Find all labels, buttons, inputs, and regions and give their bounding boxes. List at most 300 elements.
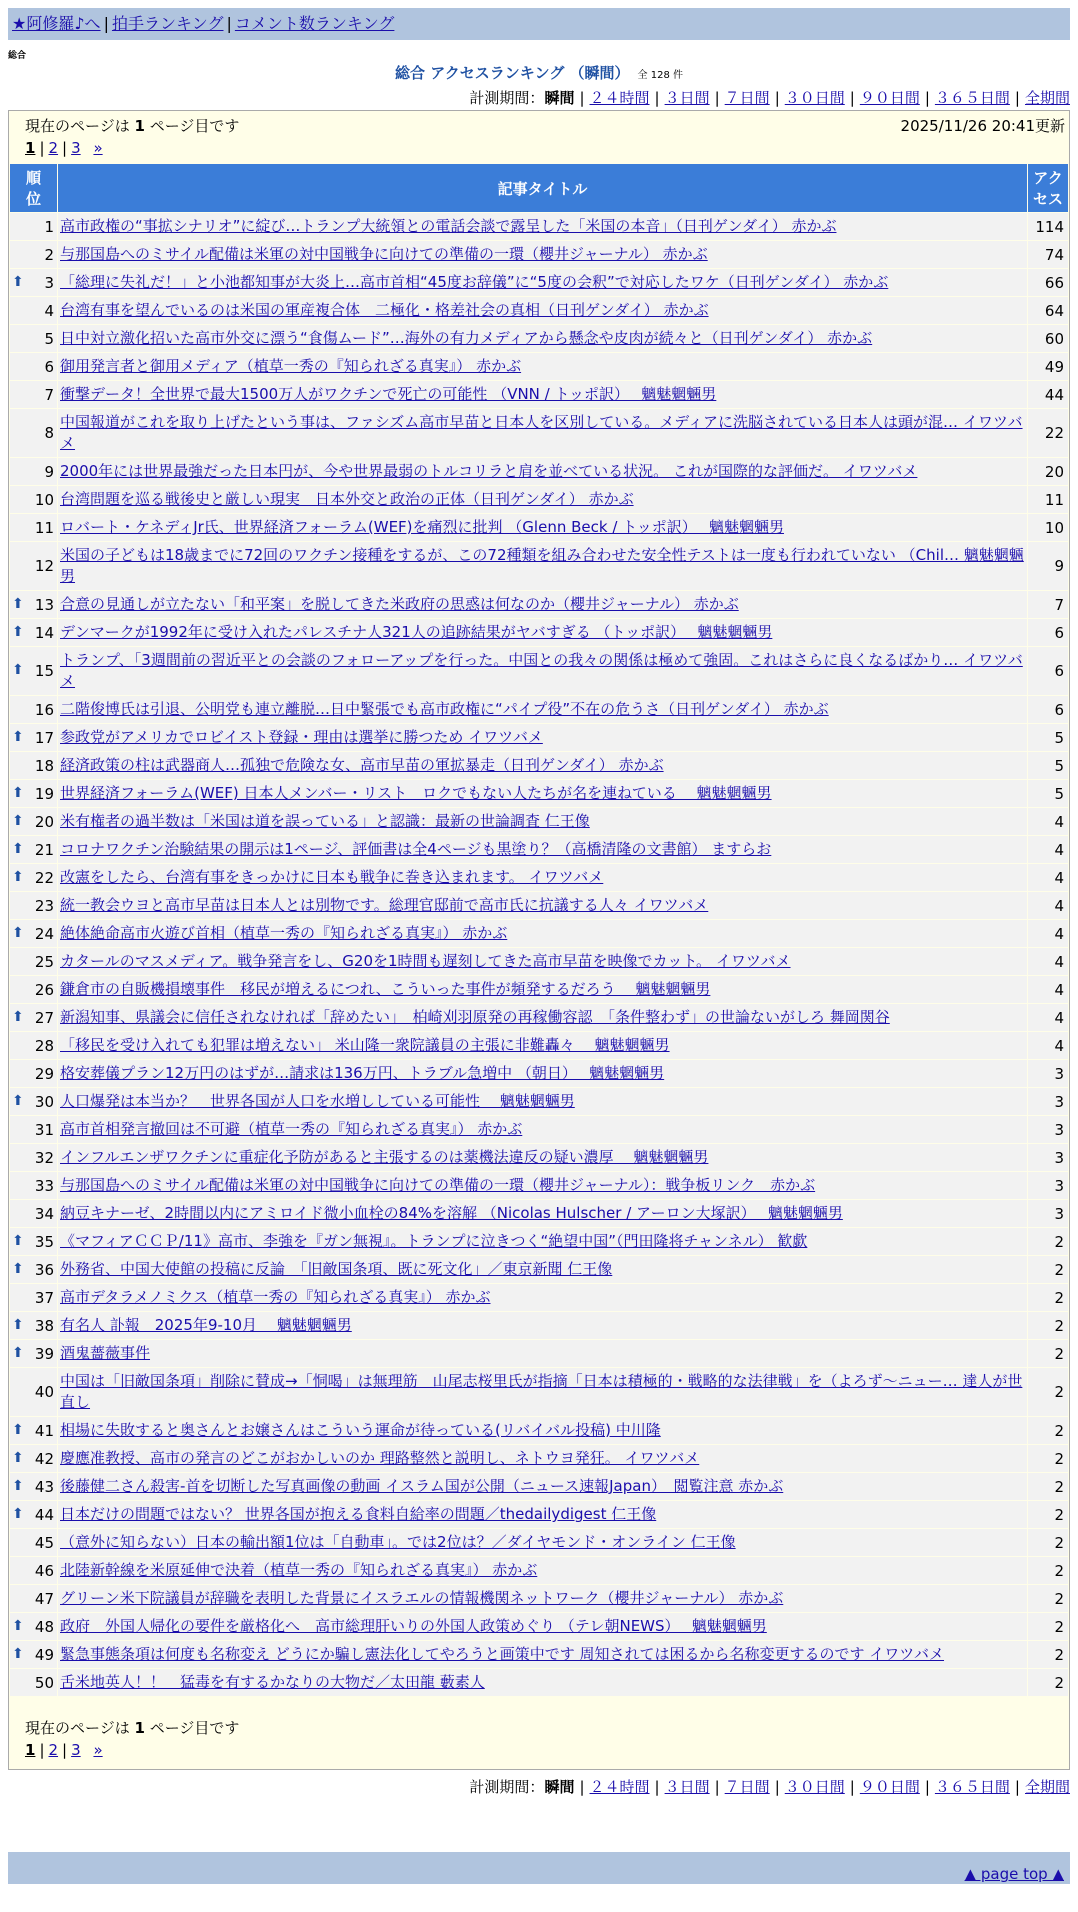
access-count: 2 xyxy=(1028,1368,1068,1416)
table-row xyxy=(10,1088,1068,1115)
title-cell xyxy=(58,752,1027,779)
table-row xyxy=(10,409,1068,457)
title-cell xyxy=(58,1032,1027,1059)
article-title-link[interactable]: 政府 外国人帰化の要件を厳格化へ 高市総理肝いりの外国人政策めぐり （テレ朝NEWS） 魑魅魍魎男 xyxy=(60,1617,767,1635)
title-cell xyxy=(58,353,1027,380)
article-title-link[interactable]: 鎌倉市の自販機損壊事件 移民が増えるにつれ、こういった事件が頻発するだろう 魑魅魍魎男 xyxy=(60,980,711,998)
access-count: 2 xyxy=(1028,1340,1068,1367)
home-link[interactable]: ★阿修羅♪へ xyxy=(12,14,101,33)
rank-cell xyxy=(10,1669,57,1696)
title-cell xyxy=(58,213,1027,240)
access-count: 4 xyxy=(1028,948,1068,975)
page-top-link[interactable]: ▲ page top ▲ xyxy=(964,1865,1064,1883)
access-count: 4 xyxy=(1028,892,1068,919)
rank-number: 22 xyxy=(34,868,54,887)
access-count: 11 xyxy=(1028,486,1068,513)
table-row xyxy=(10,780,1068,807)
title-cell xyxy=(58,1228,1027,1255)
pager-page-2[interactable]: 2 xyxy=(48,1741,59,1759)
article-title-link[interactable]: グリーン米下院議員が辞職を表明した背景にイスラエルの情報機関ネットワーク（櫻井ジャーナル） 赤かぶ xyxy=(60,1589,784,1607)
article-title-link[interactable]: 緊急事態条項は何度も名称変え どうにか騙し憲法化してやろうと画策中です 周知されては困るから名称変更するのです イワツバメ xyxy=(60,1645,945,1663)
rank-up-arrow-icon: ⬆ xyxy=(12,1232,24,1249)
rank-up-arrow-icon: ⬆ xyxy=(12,1260,24,1277)
rank-cell xyxy=(10,241,57,268)
title-cell xyxy=(58,864,1027,891)
article-title-link[interactable]: 慶應准教授、高市の発言のどこがおかしいのか 理路整然と説明し、ネトウヨ発狂。 イワツバメ xyxy=(60,1449,700,1467)
table-row xyxy=(10,1340,1068,1367)
period-option-1[interactable]: ３日間 xyxy=(664,1778,710,1796)
article-title-link[interactable]: デンマークが1992年に受け入れたパレスチナ人321人の追跡結果がヤバすぎる （トッポ訳） 魑魅魍魎男 xyxy=(60,623,773,641)
header-access xyxy=(1028,164,1068,212)
access-count: 4 xyxy=(1028,808,1068,835)
comment-ranking-link[interactable]: コメント数ランキング xyxy=(234,14,395,33)
title-cell xyxy=(58,1088,1027,1115)
rank-cell xyxy=(10,1200,57,1227)
rank-cell xyxy=(10,1144,57,1171)
table-row xyxy=(10,619,1068,646)
article-title-link[interactable]: 「移民を受け入れても犯罪は増えない」 米山隆一衆院議員の主張に非難轟々 魑魅魍魎男 xyxy=(60,1036,670,1054)
rank-cell xyxy=(10,409,57,457)
header-rank-label: 順 位 xyxy=(25,169,41,208)
table-row xyxy=(10,353,1068,380)
article-title-link[interactable]: 舌米地英人！！ 猛毒を有するかなりの大物だ／太田龍 藪素人 xyxy=(60,1673,485,1691)
table-row xyxy=(10,241,1068,268)
access-count: 4 xyxy=(1028,836,1068,863)
article-title-link[interactable]: 「総理に失礼だ！」と小池都知事が大炎上…高市首相“45度お辞儀”に“5度の会釈”で対応したワケ（日刊ゲンダイ） 赤かぶ xyxy=(60,273,889,291)
rank-up-arrow-icon: ⬆ xyxy=(12,840,24,857)
title-cell xyxy=(58,591,1027,618)
access-count: 60 xyxy=(1028,325,1068,352)
table-row xyxy=(10,1529,1068,1556)
period-option-6[interactable]: 全期間 xyxy=(1024,1778,1070,1796)
article-title-link[interactable]: 与那国島へのミサイル配備は米軍の対中国戦争に向けての準備の一環（櫻井ジャーナル） 赤かぶ xyxy=(60,245,708,263)
rank-up-arrow-icon: ⬆ xyxy=(12,1092,24,1109)
rank-number: 41 xyxy=(34,1421,54,1440)
rank-cell xyxy=(10,1445,57,1472)
article-title-link[interactable]: 合意の見通しが立たない「和平案」を脱してきた米政府の思惑は何なのか（櫻井ジャーナル） 赤かぶ xyxy=(60,595,739,613)
title-cell xyxy=(58,458,1027,485)
access-count: 22 xyxy=(1028,409,1068,457)
access-count: 2 xyxy=(1028,1557,1068,1584)
title-cell xyxy=(58,808,1027,835)
rank-number: 44 xyxy=(34,1505,54,1524)
period-current: 瞬間 xyxy=(544,1778,575,1796)
rank-up-arrow-icon: ⬆ xyxy=(12,728,24,745)
table-row xyxy=(10,1473,1068,1500)
title-cell xyxy=(58,1004,1027,1031)
rank-cell xyxy=(10,1256,57,1283)
rank-cell xyxy=(10,1529,57,1556)
title-cell xyxy=(58,1641,1027,1668)
footer-bar xyxy=(8,1852,1070,1884)
table-row xyxy=(10,808,1068,835)
rank-up-arrow-icon: ⬆ xyxy=(12,662,24,678)
article-title-link[interactable]: 台湾問題を巡る戦後史と厳しい現実 日本外交と政治の正体（日刊ゲンダイ） 赤かぶ xyxy=(60,490,634,508)
article-title-link[interactable]: 中国報道がこれを取り上げたという事は、ファシズム高市早苗と日本人を区別している。メディアに洗脳されている日本人は頭が混… イワツバメ xyxy=(60,413,1023,452)
rank-number: 23 xyxy=(34,896,54,915)
period-option-6[interactable]: 全期間 xyxy=(1024,89,1070,107)
rank-number: 46 xyxy=(34,1561,54,1580)
title-cell xyxy=(58,920,1027,947)
table-row xyxy=(10,1417,1068,1444)
period-option-3[interactable]: ３０日間 xyxy=(784,89,845,107)
article-title-link[interactable]: 北陸新幹線を米原延伸で決着（植草一秀の『知られざる真実』） 赤かぶ xyxy=(60,1561,538,1579)
rank-cell xyxy=(10,808,57,835)
title-cell xyxy=(58,1417,1027,1444)
rank-cell xyxy=(10,458,57,485)
rank-number: 9 xyxy=(44,462,54,481)
title-cell xyxy=(58,1060,1027,1087)
page-info-top: 現在のページは 1 ページ目です xyxy=(25,117,240,135)
rank-number: 26 xyxy=(34,980,54,999)
rank-cell xyxy=(10,1228,57,1255)
rank-number: 8 xyxy=(44,424,54,442)
table-row xyxy=(10,892,1068,919)
table-row xyxy=(10,1144,1068,1171)
pager-next[interactable]: » xyxy=(93,1741,103,1759)
title-cell xyxy=(58,1585,1027,1612)
rank-cell xyxy=(10,892,57,919)
rank-up-arrow-icon: ⬆ xyxy=(12,623,24,640)
period-option-5[interactable]: ３６５日間 xyxy=(934,1778,1010,1796)
period-label: 計測期間： xyxy=(469,89,545,107)
title-cell xyxy=(58,1144,1027,1171)
article-title-link[interactable]: 高市首相発言撤回は不可避（植草一秀の『知られざる真実』） 赤かぶ xyxy=(60,1120,523,1138)
access-count: 2 xyxy=(1028,1529,1068,1556)
table-row xyxy=(10,213,1068,240)
article-title-link[interactable]: 中国は「旧敵国条項」削除に賛成→「恫喝」は無理筋 山尾志桜里氏が指摘「日本は積極的・戦略的な法律戦」を（よろず〜ニュー… 達人が世直し xyxy=(60,1372,1023,1411)
rank-number: 30 xyxy=(34,1092,54,1111)
rank-number: 38 xyxy=(34,1316,54,1335)
rank-number: 40 xyxy=(34,1383,54,1401)
rank-up-arrow-icon: ⬆ xyxy=(12,924,24,941)
title-cell xyxy=(58,1200,1027,1227)
article-title-link[interactable]: 人口爆発は本当か？ 世界各国が人口を水増ししている可能性 魑魅魍魎男 xyxy=(60,1092,575,1110)
access-count: 4 xyxy=(1028,920,1068,947)
rank-number: 29 xyxy=(34,1064,54,1083)
rank-cell xyxy=(10,213,57,240)
table-row xyxy=(10,1669,1068,1696)
title-cell xyxy=(58,486,1027,513)
ranking-table xyxy=(9,163,1069,1697)
rank-number: 35 xyxy=(34,1232,54,1251)
access-count: 66 xyxy=(1028,269,1068,296)
title-cell xyxy=(58,325,1027,352)
rank-cell xyxy=(10,976,57,1003)
rank-cell xyxy=(10,269,57,296)
rank-number: 2 xyxy=(44,245,54,264)
pager-page-3[interactable]: 3 xyxy=(71,1741,81,1759)
rank-cell xyxy=(10,486,57,513)
access-count: 5 xyxy=(1028,752,1068,779)
period-option-0[interactable]: ２４時間 xyxy=(589,1778,650,1796)
period-option-2[interactable]: ７日間 xyxy=(724,89,770,107)
rank-number: 21 xyxy=(34,840,54,859)
rank-number: 28 xyxy=(34,1036,54,1055)
rank-cell xyxy=(10,619,57,646)
period-option-4[interactable]: ９０日間 xyxy=(859,89,920,107)
rank-up-arrow-icon: ⬆ xyxy=(12,784,24,801)
table-row xyxy=(10,920,1068,947)
table-row xyxy=(10,976,1068,1003)
category-label: 総合 xyxy=(8,51,27,61)
rank-cell xyxy=(10,353,57,380)
rank-cell xyxy=(10,1417,57,1444)
article-title-link[interactable]: 高市政権の“事拡シナリオ”に綻び…トランプ大統領との電話会談で露呈した「米国の本音」（日刊ゲンダイ） 赤かぶ xyxy=(60,217,837,235)
rank-number: 20 xyxy=(34,812,54,831)
article-title-link[interactable]: 日本だけの問題ではない？ 世界各国が抱える食料自給率の問題／thedailydigest 仁王像 xyxy=(60,1505,657,1523)
table-row xyxy=(10,948,1068,975)
period-selector-bottom: 計測期間：瞬間 | ２４時間 | ３日間 | ７日間 | ３０日間 | ９０日間 | ３６５日間 | 全期間 xyxy=(469,1778,1070,1796)
table-row xyxy=(10,381,1068,408)
access-count: 2 xyxy=(1028,1501,1068,1528)
title-cell xyxy=(58,1116,1027,1143)
applause-ranking-link[interactable]: 拍手ランキング xyxy=(111,14,224,33)
table-row xyxy=(10,1284,1068,1311)
rank-number: 13 xyxy=(34,595,54,614)
rank-up-arrow-icon: ⬆ xyxy=(12,1505,24,1522)
rank-up-arrow-icon: ⬆ xyxy=(12,1008,24,1025)
rank-cell xyxy=(10,864,57,891)
rank-cell xyxy=(10,297,57,324)
page-info-bottom: 現在のページは 1 ページ目です xyxy=(25,1719,240,1737)
pager-top: 1 | 2 | 3 » xyxy=(25,139,103,157)
top-navigation-bar: ★阿修羅♪へ | 拍手ランキング | コメント数ランキング xyxy=(8,8,1070,40)
rank-number: 25 xyxy=(34,952,54,971)
pager-page-2[interactable]: 2 xyxy=(48,139,59,157)
access-count: 9 xyxy=(1028,542,1068,590)
rank-number: 47 xyxy=(34,1589,54,1608)
rank-number: 12 xyxy=(34,557,54,575)
access-count: 5 xyxy=(1028,724,1068,751)
period-option-1[interactable]: ３日間 xyxy=(664,89,710,107)
article-title-link[interactable]: 世界経済フォーラム(WEF) 日本人メンバー・リスト ロクでもない人たちが名を連ねている 魑魅魍魎男 xyxy=(60,784,772,802)
article-title-link[interactable]: 御用発言者と御用メディア（植草一秀の『知られざる真実』） 赤かぶ xyxy=(60,357,522,375)
title-cell xyxy=(58,780,1027,807)
access-count: 2 xyxy=(1028,1417,1068,1444)
access-count: 2 xyxy=(1028,1585,1068,1612)
table-row xyxy=(10,542,1068,590)
rank-cell xyxy=(10,514,57,541)
table-row xyxy=(10,1004,1068,1031)
article-title-link[interactable]: 米国の子どもは18歳までに72回のワクチン接種をするが、この72種類を組み合わせた安全性テストは一度も行われていない （Chil… 魑魅魍魎男 xyxy=(60,546,1024,585)
title-cell xyxy=(58,1613,1027,1640)
period-option-4[interactable]: ９０日間 xyxy=(859,1778,920,1796)
table-row xyxy=(10,864,1068,891)
rank-cell xyxy=(10,1060,57,1087)
article-title-link[interactable]: 絶体絶命高市火遊び首相（植草一秀の『知られざる真実』） 赤かぶ xyxy=(60,924,508,942)
article-title-link[interactable]: トランプ、「3週間前の習近平との会談のフォローアップを行った。中国との我々の関係は極めて強固。これはさらに良くなるばかり… イワツバメ xyxy=(60,651,1023,690)
article-title-link[interactable]: 日中対立激化招いた高市外交に漂う“食傷ムード”…海外の有力メディアから懸念や皮肉が続々と（日刊ゲンダイ） 赤かぶ xyxy=(60,329,873,347)
rank-cell xyxy=(10,724,57,751)
rank-number: 6 xyxy=(44,357,54,376)
title-cell xyxy=(58,948,1027,975)
title-cell xyxy=(58,1557,1027,1584)
pager-page-3[interactable]: 3 xyxy=(71,139,81,157)
table-row xyxy=(10,514,1068,541)
article-title-link[interactable]: 経済政策の柱は武器商人…孤独で危険な女、高市早苗の軍拡暴走（日刊ゲンダイ） 赤かぶ xyxy=(60,756,664,774)
table-row xyxy=(10,297,1068,324)
access-count: 2 xyxy=(1028,1312,1068,1339)
rank-number: 24 xyxy=(34,924,54,943)
rank-cell xyxy=(10,836,57,863)
article-title-link[interactable]: インフルエンザワクチンに重症化予防があると主張するのは薬機法違反の疑い濃厚 魑魅魍魎男 xyxy=(60,1148,709,1166)
access-count: 3 xyxy=(1028,1200,1068,1227)
rank-up-arrow-icon: ⬆ xyxy=(12,1645,24,1662)
rank-up-arrow-icon: ⬆ xyxy=(12,1449,24,1466)
rank-number: 36 xyxy=(34,1260,54,1279)
table-row xyxy=(10,1368,1068,1416)
table-row xyxy=(10,1200,1068,1227)
article-title-link[interactable]: カタールのマスメディア。戦争発言をし、G20を1時間も遅刻してきた高市早苗を映像でカット。 イワツバメ xyxy=(60,952,791,970)
title-cell xyxy=(58,1529,1027,1556)
title-cell xyxy=(58,409,1027,457)
access-count: 20 xyxy=(1028,458,1068,485)
rank-cell xyxy=(10,1172,57,1199)
article-title-link[interactable]: 有名人 訃報 2025年9-10月 魑魅魍魎男 xyxy=(60,1316,352,1334)
access-count: 6 xyxy=(1028,647,1068,695)
article-title-link[interactable]: 新潟知事、県議会に信任されなければ「辞めたい」 柏崎刈羽原発の再稼働容認 「条件整わず」の世論ないがしろ 舞岡関谷 xyxy=(60,1008,890,1026)
access-count: 3 xyxy=(1028,1144,1068,1171)
pager-current: 1 xyxy=(25,1741,36,1759)
access-count: 2 xyxy=(1028,1473,1068,1500)
rank-cell xyxy=(10,1340,57,1367)
header-access-label: アク セス xyxy=(1032,169,1063,208)
access-count: 6 xyxy=(1028,696,1068,723)
period-option-5[interactable]: ３６５日間 xyxy=(934,89,1010,107)
rank-cell xyxy=(10,1004,57,1031)
article-title-link[interactable]: 《マフィアＣＣＰ/11》高市、李強を『ガン無視』。トランプに泣きつく“絶望中国”（門田隆将チャンネル） 歓歔 xyxy=(60,1232,808,1250)
article-title-link[interactable]: 改憲をしたら、台湾有事をきっかけに日本も戦争に巻き込まれます。 イワツバメ xyxy=(60,868,604,886)
access-count: 3 xyxy=(1028,1088,1068,1115)
table-row xyxy=(10,1228,1068,1255)
rank-number: 27 xyxy=(34,1008,54,1027)
title-cell xyxy=(58,514,1027,541)
article-title-link[interactable]: 高市デタラメノミクス（植草一秀の『知られざる真実』） 赤かぶ xyxy=(60,1288,491,1306)
rank-cell xyxy=(10,1613,57,1640)
period-current: 瞬間 xyxy=(544,89,575,107)
access-count: 3 xyxy=(1028,1116,1068,1143)
table-row xyxy=(10,458,1068,485)
rank-number: 32 xyxy=(34,1148,54,1167)
rank-number: 48 xyxy=(34,1617,54,1636)
title-cell xyxy=(58,1284,1027,1311)
rank-up-arrow-icon: ⬆ xyxy=(12,868,24,885)
table-row xyxy=(10,1060,1068,1087)
access-count: 114 xyxy=(1028,213,1068,240)
rank-cell xyxy=(10,325,57,352)
article-title-link[interactable]: 二階俊博氏は引退、公明党も連立離脱…日中緊張でも高市政権に“パイプ役”不在の危うさ（日刊ゲンダイ） 赤かぶ xyxy=(60,700,829,718)
article-title-link[interactable]: 参政党がアメリカでロビイスト登録・理由は選挙に勝つため イワツバメ xyxy=(60,728,543,746)
table-row xyxy=(10,591,1068,618)
title-cell xyxy=(58,647,1027,695)
article-title-link[interactable]: 後藤健二さん殺害-首を切断した写真画像の動画 イスラム国が公開（ニュース速報Japan） 閲覧注意 赤かぶ xyxy=(60,1477,784,1495)
article-title-link[interactable]: 台湾有事を望んでいるのは米国の軍産複合体 二極化・格差社会の真相（日刊ゲンダイ） 赤かぶ xyxy=(60,301,709,319)
rank-cell xyxy=(10,1473,57,1500)
period-option-3[interactable]: ３０日間 xyxy=(784,1778,845,1796)
rank-cell xyxy=(10,920,57,947)
rank-number: 39 xyxy=(34,1344,54,1363)
access-count: 2 xyxy=(1028,1669,1068,1696)
rank-number: 16 xyxy=(34,700,54,719)
rank-up-arrow-icon: ⬆ xyxy=(12,595,24,612)
rank-cell xyxy=(10,1585,57,1612)
access-count: 4 xyxy=(1028,1032,1068,1059)
table-row xyxy=(10,752,1068,779)
table-row xyxy=(10,1116,1068,1143)
article-title-link[interactable]: 与那国島へのミサイル配備は米軍の対中国戦争に向けての準備の一環（櫻井ジャーナル）：戦争板リンク 赤かぶ xyxy=(60,1176,816,1194)
title-cell xyxy=(58,1256,1027,1283)
access-count: 2 xyxy=(1028,1228,1068,1255)
table-row xyxy=(10,696,1068,723)
title-cell xyxy=(58,542,1027,590)
rank-number: 50 xyxy=(34,1673,54,1692)
access-count: 74 xyxy=(1028,241,1068,268)
title-cell xyxy=(58,241,1027,268)
title-cell xyxy=(58,381,1027,408)
table-row xyxy=(10,1032,1068,1059)
access-count: 3 xyxy=(1028,1172,1068,1199)
article-title-link[interactable]: 米有権者の過半数は「米国は道を誤っている」と認識：最新の世論調査 仁王像 xyxy=(60,812,590,830)
access-count: 4 xyxy=(1028,1004,1068,1031)
article-title-link[interactable]: 外務省、中国大使館の投稿に反論 「旧敵国条項、既に死文化」／東京新聞 仁王像 xyxy=(60,1260,613,1278)
rank-up-arrow-icon: ⬆ xyxy=(12,1316,24,1333)
title-cell xyxy=(58,1368,1027,1416)
period-option-2[interactable]: ７日間 xyxy=(724,1778,770,1796)
rank-number: 1 xyxy=(44,217,54,236)
article-title-link[interactable]: （意外に知らない）日本の輸出額1位は「自動車」。では2位は？／ダイヤモンド・オンライン 仁王像 xyxy=(60,1533,736,1551)
article-title-link[interactable]: コロナワクチン治験結果の開示は1ページ、評価書は全4ページも黒塗り？（高橋清隆の文書館） ますらお xyxy=(60,840,772,858)
rank-cell xyxy=(10,1557,57,1584)
rank-number: 4 xyxy=(44,301,54,320)
access-count: 5 xyxy=(1028,780,1068,807)
rank-number: 33 xyxy=(34,1176,54,1195)
access-count: 4 xyxy=(1028,976,1068,1003)
rank-up-arrow-icon: ⬆ xyxy=(12,812,24,829)
header-rank xyxy=(10,164,57,212)
pager-next[interactable]: » xyxy=(93,139,103,157)
title-cell xyxy=(58,976,1027,1003)
access-count: 2 xyxy=(1028,1613,1068,1640)
article-title-link[interactable]: ロバート・ケネディJr氏、世界経済フォーラム(WEF)を痛烈に批判 （Glenn Beck / トッポ訳） 魑魅魍魎男 xyxy=(60,518,784,536)
rank-cell xyxy=(10,1032,57,1059)
article-title-link[interactable]: 酒鬼薔薇事件 xyxy=(60,1344,151,1362)
header-title: 記事タイトル xyxy=(58,164,1027,212)
rank-number: 49 xyxy=(34,1645,54,1664)
article-title-link[interactable]: 衝撃データ！全世界で最大1500万人がワクチンで死亡の可能性 （VNN / トッポ訳） 魑魅魍魎男 xyxy=(60,385,717,403)
rank-cell xyxy=(10,948,57,975)
title-cell xyxy=(58,619,1027,646)
page-title-text: 総合 アクセスランキング （瞬間） xyxy=(395,64,630,82)
access-count: 2 xyxy=(1028,1256,1068,1283)
period-option-0[interactable]: ２４時間 xyxy=(589,89,650,107)
rank-up-arrow-icon: ⬆ xyxy=(12,1617,24,1634)
table-row xyxy=(10,1557,1068,1584)
rank-cell xyxy=(10,1088,57,1115)
article-title-link[interactable]: 納豆キナーゼ、2時間以内にアミロイド微小血栓の84%を溶解 （Nicolas Hulscher / アーロン大塚訳） 魑魅魍魎男 xyxy=(60,1204,843,1222)
article-title-link[interactable]: 相場に失敗すると奥さんとお嬢さんはこういう運命が待っている(リバイバル投稿) 中川隆 xyxy=(60,1421,661,1439)
article-title-link[interactable]: 統一教会ウヨと高市早苗は日本人とは別物です。総理官邸前で高市氏に抗議する人々 イワツバメ xyxy=(60,896,709,914)
pager-current: 1 xyxy=(25,139,36,157)
article-title-link[interactable]: 2000年には世界最強だった日本円が、今や世界最弱のトルコリラと肩を並べている状況。 これが国際的な評価だ。 イワツバメ xyxy=(60,462,918,480)
rank-number: 10 xyxy=(34,490,54,509)
rank-number: 5 xyxy=(44,329,54,348)
title-cell xyxy=(58,1501,1027,1528)
rank-cell xyxy=(10,696,57,723)
rank-number: 18 xyxy=(34,756,54,775)
table-row xyxy=(10,325,1068,352)
article-title-link[interactable]: 格安葬儀プラン12万円のはずが…請求は136万円、トラブル急増中 （朝日） 魑魅魍魎男 xyxy=(60,1064,665,1082)
